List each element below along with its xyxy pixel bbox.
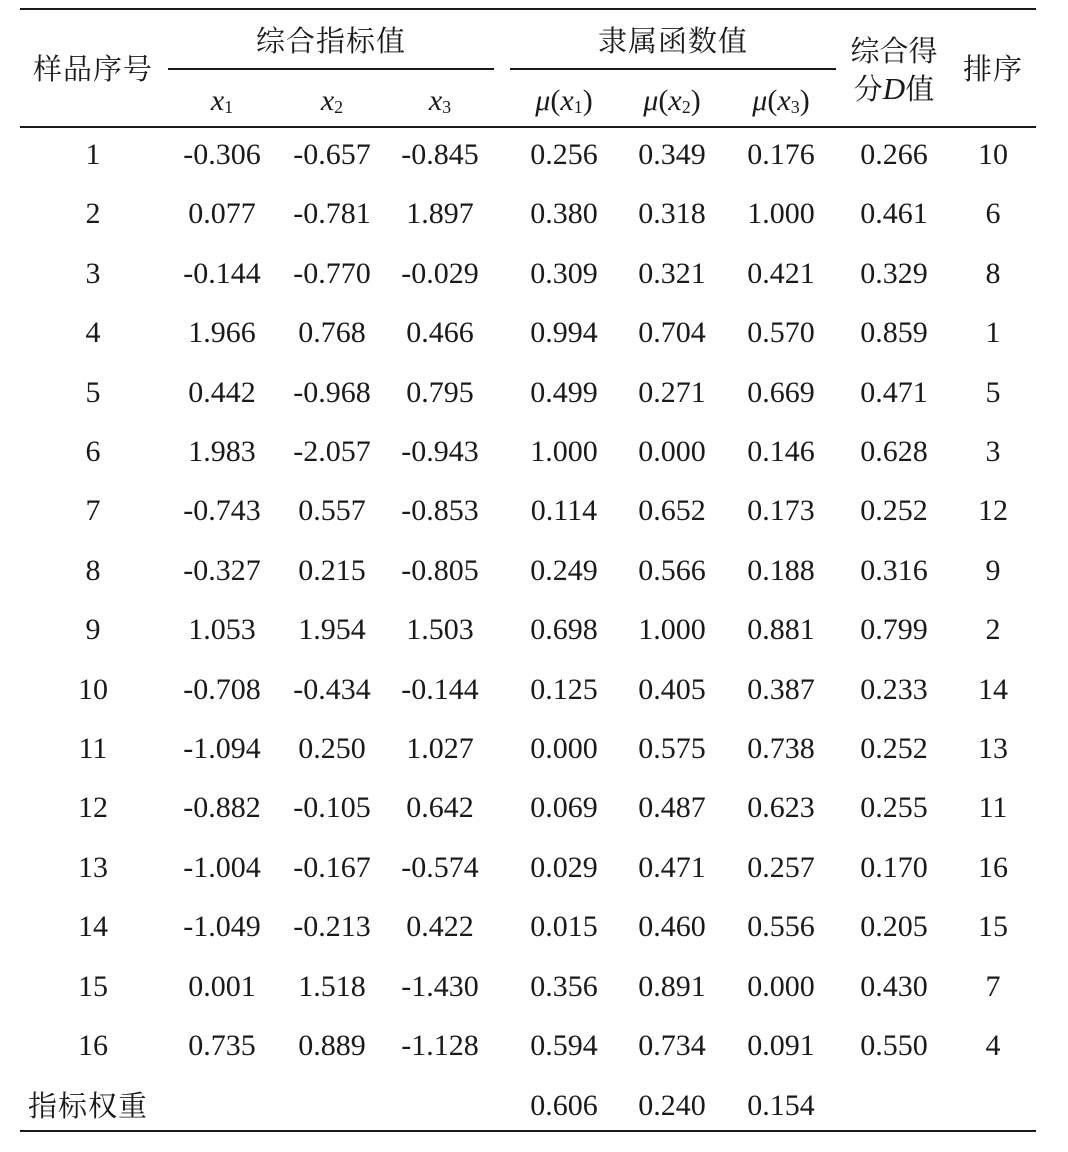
cell-mu2: 0.575 — [638, 732, 706, 765]
cell-x2: -0.434 — [293, 672, 371, 706]
cell-mu3: 0.387 — [747, 672, 815, 706]
cell-no: 6 — [85, 435, 101, 468]
cell-rank: 13 — [978, 732, 1008, 765]
cell-x1: 1.053 — [188, 613, 256, 647]
cell-x3: -0.029 — [401, 256, 479, 290]
cell-no: 2 — [85, 197, 101, 231]
cell-mu3: 0.176 — [747, 138, 815, 171]
cell-mu2: 0.349 — [638, 138, 706, 171]
cell-x1: -1.049 — [183, 910, 261, 944]
cell-rank: 3 — [985, 435, 1001, 468]
cell-x1: -1.004 — [183, 850, 261, 884]
table-bottom-rule — [20, 1130, 1036, 1132]
cell-mu3: 0.173 — [747, 494, 815, 528]
table-top-rule — [20, 8, 1036, 10]
cell-mu1: 0.125 — [530, 672, 598, 706]
table-header-rule — [20, 126, 1036, 128]
cell-x1: 0.001 — [188, 969, 256, 1003]
cell-x1: -0.882 — [183, 791, 261, 825]
cell-x3: 1.027 — [406, 732, 474, 765]
cell-x3: 0.422 — [406, 910, 474, 944]
cell-mu3: 0.669 — [747, 375, 815, 409]
cell-x3: 0.642 — [406, 791, 474, 825]
cell-x1: 1.983 — [188, 435, 256, 468]
cell-x3: -0.144 — [401, 672, 479, 706]
cell-mu1: 0.015 — [530, 910, 598, 944]
cell-no: 12 — [78, 791, 108, 825]
cell-mu3: 0.146 — [747, 435, 815, 468]
cell-x3: -0.845 — [401, 138, 479, 171]
weight-mu1: 0.606 — [530, 1089, 598, 1122]
cell-mu1: 0.994 — [530, 316, 598, 350]
cell-mu1: 0.356 — [530, 969, 598, 1003]
header-score-line2: 分D值 — [853, 71, 935, 106]
cell-x2: 0.889 — [298, 1029, 366, 1062]
cell-d: 0.550 — [860, 1029, 928, 1062]
cell-x1: 0.735 — [188, 1029, 256, 1062]
cell-no: 7 — [85, 494, 101, 528]
cell-x2: -0.781 — [293, 197, 371, 231]
cell-d: 0.799 — [860, 613, 928, 647]
cell-d: 0.329 — [860, 256, 928, 290]
cell-rank: 2 — [985, 613, 1001, 647]
cell-mu1: 0.256 — [530, 138, 598, 171]
cell-rank: 5 — [985, 375, 1001, 409]
cell-x2: -0.968 — [293, 375, 371, 409]
cell-mu3: 0.188 — [747, 553, 815, 587]
cell-x1: -0.306 — [183, 138, 261, 171]
cell-x1: -0.144 — [183, 256, 261, 290]
cell-x2: -2.057 — [293, 435, 371, 468]
cell-no: 5 — [85, 375, 101, 409]
cell-no: 9 — [85, 613, 101, 647]
membership-group-rule — [510, 68, 836, 70]
cell-x3: 0.795 — [406, 375, 474, 409]
header-score-line1: 综合得 — [850, 34, 938, 68]
cell-rank: 14 — [978, 672, 1008, 706]
cell-x3: -0.574 — [401, 850, 479, 884]
header-mu-x1: $\mu(x_1)$ — [535, 84, 593, 117]
cell-rank: 10 — [978, 138, 1008, 171]
cell-rank: 1 — [985, 316, 1001, 350]
cell-x1: -0.708 — [183, 672, 261, 706]
cell-mu3: 0.556 — [747, 910, 815, 944]
cell-d: 0.266 — [860, 138, 928, 171]
cell-x2: 1.954 — [298, 613, 366, 647]
cell-x1: 0.442 — [188, 375, 256, 409]
header-score-d — [838, 32, 950, 108]
cell-mu1: 1.000 — [530, 435, 598, 468]
cell-no: 4 — [85, 316, 101, 350]
cell-x3: 1.897 — [406, 197, 474, 231]
cell-mu2: 0.566 — [638, 553, 706, 587]
cell-mu2: 0.487 — [638, 791, 706, 825]
cell-mu2: 0.471 — [638, 850, 706, 884]
cell-x3: -0.853 — [401, 494, 479, 528]
cell-x2: 0.557 — [298, 494, 366, 528]
cell-mu1: 0.069 — [530, 791, 598, 825]
cell-mu3: 0.623 — [747, 791, 815, 825]
cell-no: 11 — [78, 732, 108, 765]
cell-mu3: 0.000 — [747, 969, 815, 1003]
cell-x1: 0.077 — [188, 197, 256, 231]
cell-mu3: 0.738 — [747, 732, 815, 765]
cell-mu2: 0.460 — [638, 910, 706, 944]
cell-rank: 15 — [978, 910, 1008, 944]
cell-mu1: 0.029 — [530, 850, 598, 884]
header-rank: 排序 — [962, 52, 1023, 86]
cell-mu3: 1.000 — [747, 197, 815, 231]
cell-mu1: 0.249 — [530, 553, 598, 587]
cell-mu2: 1.000 — [638, 613, 706, 647]
header-membership-group: 隶属函数值 — [597, 24, 748, 58]
cell-no: 1 — [85, 138, 101, 171]
header-mu-x2: $\mu(x_2)$ — [643, 84, 701, 117]
cell-x2: -0.167 — [293, 850, 371, 884]
cell-mu3: 0.570 — [747, 316, 815, 350]
cell-d: 0.430 — [860, 969, 928, 1003]
cell-mu3: 0.257 — [747, 850, 815, 884]
cell-x3: -0.805 — [401, 553, 479, 587]
cell-d: 0.316 — [860, 553, 928, 587]
cell-mu2: 0.704 — [638, 316, 706, 350]
cell-rank: 8 — [985, 256, 1001, 290]
cell-mu3: 0.881 — [747, 613, 815, 647]
cell-no: 10 — [78, 672, 108, 706]
cell-x3: 1.503 — [406, 613, 474, 647]
weight-mu2: 0.240 — [638, 1089, 706, 1122]
cell-d: 0.170 — [860, 850, 928, 884]
cell-x3: -1.430 — [401, 969, 479, 1003]
cell-rank: 7 — [985, 969, 1001, 1003]
cell-rank: 6 — [985, 197, 1001, 231]
cell-no: 8 — [85, 553, 101, 587]
cell-mu1: 0.594 — [530, 1029, 598, 1062]
cell-mu1: 0.380 — [530, 197, 598, 231]
cell-d: 0.461 — [860, 197, 928, 231]
cell-x3: -0.943 — [401, 435, 479, 468]
cell-mu3: 0.421 — [747, 256, 815, 290]
cell-mu2: 0.271 — [638, 375, 706, 409]
cell-mu1: 0.309 — [530, 256, 598, 290]
cell-no: 13 — [78, 850, 108, 884]
header-sample-no: 样品序号 — [32, 52, 153, 86]
cell-rank: 16 — [978, 850, 1008, 884]
cell-rank: 12 — [978, 494, 1008, 528]
cell-x2: -0.657 — [293, 138, 371, 171]
cell-x1: -0.327 — [183, 553, 261, 587]
cell-mu2: 0.891 — [638, 969, 706, 1003]
header-index-group: 综合指标值 — [255, 24, 406, 58]
cell-x1: -1.094 — [183, 732, 261, 765]
cell-x2: -0.770 — [293, 256, 371, 290]
weight-mu3: 0.154 — [747, 1089, 815, 1122]
cell-x1: 1.966 — [188, 316, 256, 350]
header-x2: $x_2$ — [320, 84, 344, 117]
cell-x2: 0.215 — [298, 553, 366, 587]
cell-d: 0.471 — [860, 375, 928, 409]
cell-mu2: 0.734 — [638, 1029, 706, 1062]
cell-rank: 4 — [985, 1029, 1001, 1062]
cell-d: 0.252 — [860, 732, 928, 765]
cell-x2: 1.518 — [298, 969, 366, 1003]
cell-d: 0.205 — [860, 910, 928, 944]
cell-mu1: 0.698 — [530, 613, 598, 647]
header-mu-x3: $\mu(x_3)$ — [752, 84, 810, 117]
cell-rank: 11 — [978, 791, 1008, 825]
cell-x3: -1.128 — [401, 1029, 479, 1062]
header-x1: $x_1$ — [210, 84, 234, 117]
cell-mu2: 0.000 — [638, 435, 706, 468]
cell-d: 0.859 — [860, 316, 928, 350]
header-x3: $x_3$ — [428, 84, 452, 117]
cell-mu2: 0.318 — [638, 197, 706, 231]
cell-mu2: 0.652 — [638, 494, 706, 528]
cell-mu1: 0.114 — [530, 494, 598, 528]
index-group-rule — [168, 68, 494, 70]
cell-d: 0.252 — [860, 494, 928, 528]
cell-no: 16 — [78, 1029, 108, 1062]
cell-no: 15 — [78, 969, 108, 1003]
cell-no: 14 — [78, 910, 108, 944]
weights-label: 指标权重 — [28, 1089, 149, 1123]
cell-d: 0.233 — [860, 672, 928, 706]
cell-x2: 0.768 — [298, 316, 366, 350]
cell-x3: 0.466 — [406, 316, 474, 350]
cell-d: 0.628 — [860, 435, 928, 468]
cell-x2: -0.213 — [293, 910, 371, 944]
cell-rank: 9 — [985, 553, 1001, 587]
cell-x2: -0.105 — [293, 791, 371, 825]
cell-mu2: 0.405 — [638, 672, 706, 706]
cell-x2: 0.250 — [298, 732, 366, 765]
cell-mu1: 0.499 — [530, 375, 598, 409]
cell-no: 3 — [85, 256, 101, 290]
cell-mu2: 0.321 — [638, 256, 706, 290]
cell-mu3: 0.091 — [747, 1029, 815, 1062]
cell-x1: -0.743 — [183, 494, 261, 528]
cell-mu1: 0.000 — [530, 732, 598, 765]
cell-d: 0.255 — [860, 791, 928, 825]
